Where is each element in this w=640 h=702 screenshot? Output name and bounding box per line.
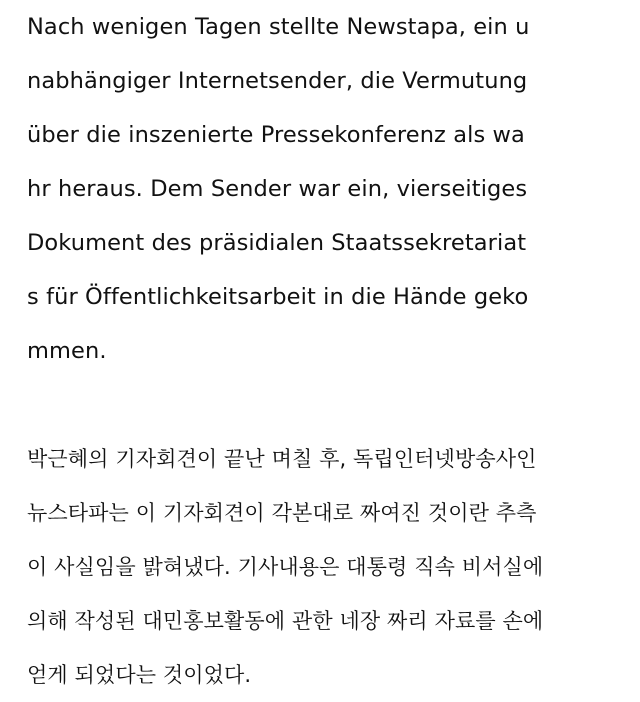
text-line: mmen. xyxy=(27,338,107,364)
text-line: nabhängiger Internetsender, die Vermutung xyxy=(27,68,528,94)
text-line: hr heraus. Dem Sender war ein, vierseitiges xyxy=(27,176,528,202)
paragraph-german xyxy=(27,0,627,378)
text-line: 의해 작성된 대민홍보활동에 관한 네장 짜리 자료를 손에 xyxy=(27,609,544,633)
text-line: über die inszenierte Pressekonferenz als wa xyxy=(27,122,525,148)
paragraph-korean xyxy=(27,432,627,702)
text-line: 이 사실임을 밝혀냈다. 기사내용은 대통령 직속 비서실에 xyxy=(27,555,544,579)
text-line: 얻게 되었다는 것이었다. xyxy=(27,663,252,687)
text-line: Dokument des präsidialen Staatssekretariat xyxy=(27,230,527,256)
text-line: Nach wenigen Tagen stellte Newstapa, ein u xyxy=(27,14,530,40)
text-line: 박근혜의 기자회견이 끝난 며칠 후, 독립인터넷방송사인 xyxy=(27,447,537,471)
text-line: s für Öffentlichkeitsarbeit in die Hände geko xyxy=(27,284,529,310)
text-line: 뉴스타파는 이 기자회견이 각본대로 짜여진 것이란 추측 xyxy=(27,501,537,525)
